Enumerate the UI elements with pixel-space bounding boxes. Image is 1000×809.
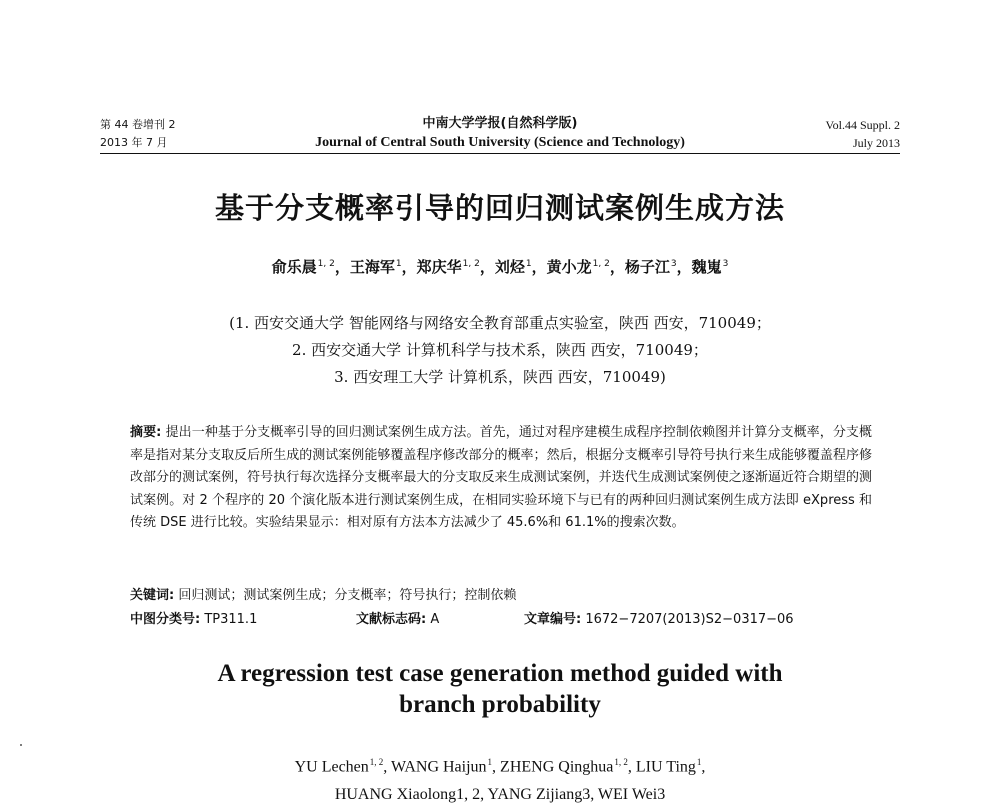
doc-code-label: 文献标志码: xyxy=(356,612,427,627)
volume-suppl: Vol.44 Suppl. 2 xyxy=(825,118,900,132)
cn-author-name: 黄小龙 xyxy=(546,258,592,276)
en-author-separator: , xyxy=(701,758,706,776)
publication-date-cn: 2013 年 7 月 xyxy=(100,136,168,149)
en-author-affiliation-mark: 1, 2 xyxy=(614,757,628,767)
cn-author-separator: ， xyxy=(479,258,495,276)
cn-author-affiliation-mark: 3 xyxy=(722,259,729,269)
en-author-name: LIU Ting xyxy=(635,758,696,776)
cn-author-name: 王海军 xyxy=(349,258,395,276)
affiliation-3: 3. 西安理工大学 计算机系，陕西 西安，710049) xyxy=(334,368,666,386)
affiliation-1: (1. 西安交通大学 智能网络与网络安全教育部重点实验室，陕西 西安，710049； xyxy=(229,314,771,332)
title-en-line-2: branch probability xyxy=(399,691,601,718)
cn-author-separator: ， xyxy=(531,258,547,276)
cn-author-separator: ， xyxy=(676,258,692,276)
paper-title-en xyxy=(0,658,1000,720)
en-author-affiliation-mark: 1 xyxy=(487,757,493,767)
en-author-separator: , xyxy=(627,758,636,776)
cn-author-affiliation-mark: 1 xyxy=(525,259,532,269)
article-number-label: 文章编号: xyxy=(524,612,582,627)
en-author-affiliation-mark: 1 xyxy=(696,757,702,767)
cn-author-affiliation-mark: 3 xyxy=(670,259,677,269)
article-number xyxy=(524,608,794,627)
keywords-label: 关键词: xyxy=(130,588,175,603)
en-author-name: YU Lechen xyxy=(294,758,369,776)
cn-author-name: 魏嵬 xyxy=(691,258,722,276)
doc-code-value: A xyxy=(430,612,440,627)
keywords xyxy=(130,584,516,603)
author-line-en-1 xyxy=(0,748,1000,781)
en-author-separator: , xyxy=(383,758,391,776)
cn-author-separator: ， xyxy=(609,258,625,276)
cn-author-affiliation-mark: 1, 2 xyxy=(592,259,610,269)
keywords-text: 回归测试；测试案例生成；分支概率；符号执行；控制依赖 xyxy=(178,588,517,603)
document-code xyxy=(356,608,439,627)
clc-number xyxy=(130,608,257,627)
author-list-cn xyxy=(0,256,1000,277)
paper-title-cn: 基于分支概率引导的回归测试案例生成方法 xyxy=(214,191,785,225)
publication-date-en: July 2013 xyxy=(852,136,900,150)
journal-volume-info-en xyxy=(826,116,900,152)
scan-speck xyxy=(20,744,22,746)
article-number-value: 1672−7207(2013)S2−0317−06 xyxy=(585,612,794,627)
volume-issue: 第 44 卷增刊 2 xyxy=(100,118,176,131)
cn-author-separator: ， xyxy=(334,258,350,276)
cn-author-separator: ， xyxy=(401,258,417,276)
en-author-name: ZHENG Qinghua xyxy=(500,758,614,776)
header-rule xyxy=(100,153,900,154)
clc-label: 中图分类号: xyxy=(130,612,201,627)
title-en-line-1: A regression test case generation method guided with xyxy=(217,660,783,687)
journal-name-en: Journal of Central South University (Science and Technology) xyxy=(315,135,685,150)
affiliation-2: 2. 西安交通大学 计算机科学与技术系，陕西 西安，710049； xyxy=(292,341,708,359)
journal-name-cn: 中南大学学报(自然科学版) xyxy=(422,116,578,131)
abstract xyxy=(130,422,872,535)
abstract-label: 摘要: xyxy=(130,425,162,440)
en-author-name: WANG Haijun xyxy=(391,758,487,776)
en-author-separator: , xyxy=(492,758,501,776)
affiliations xyxy=(0,310,1000,391)
cn-author-name: 郑庆华 xyxy=(416,258,462,276)
cn-author-name: 杨子江 xyxy=(624,258,670,276)
cn-author-name: 刘烃 xyxy=(494,258,525,276)
author-line-en-2: HUANG Xiaolong1, 2, YANG Zijiang3, WEI Wei3 xyxy=(334,786,666,804)
cn-author-affiliation-mark: 1, 2 xyxy=(462,259,480,269)
author-list-en xyxy=(0,748,1000,809)
cn-author-name: 俞乐晨 xyxy=(271,258,317,276)
clc-value: TP311.1 xyxy=(204,612,258,627)
cn-author-affiliation-mark: 1 xyxy=(395,259,402,269)
en-author-affiliation-mark: 1, 2 xyxy=(369,757,384,767)
abstract-text: 提出一种基于分支概率引导的回归测试案例生成方法。首先，通过对程序建模生成程序控制依赖图并计算分支概率，分支概率是指对某分支取反后所生成的测试案例能够覆盖程序修改部分的概率；然后，根据分支概率引导符号执行来生成能够覆盖程序修改部分的测试案例，符号执行每次选择分支概率最大的分支取反来生成测试案例，并迭代生成测试案例使之逐渐逼近符合期望的测试案例。对 2 个程序的 20 个演化版本进行测试案例生成，在相同实验环境下与已有的两种回归测试案例生成方法即 eXpress 和传统 DSE 进行比较。实验结果显示：相对原有方法本方法减少了 45.6%和 61.1%的搜索次数。 xyxy=(130,425,872,531)
cn-author-affiliation-mark: 1, 2 xyxy=(317,259,335,269)
